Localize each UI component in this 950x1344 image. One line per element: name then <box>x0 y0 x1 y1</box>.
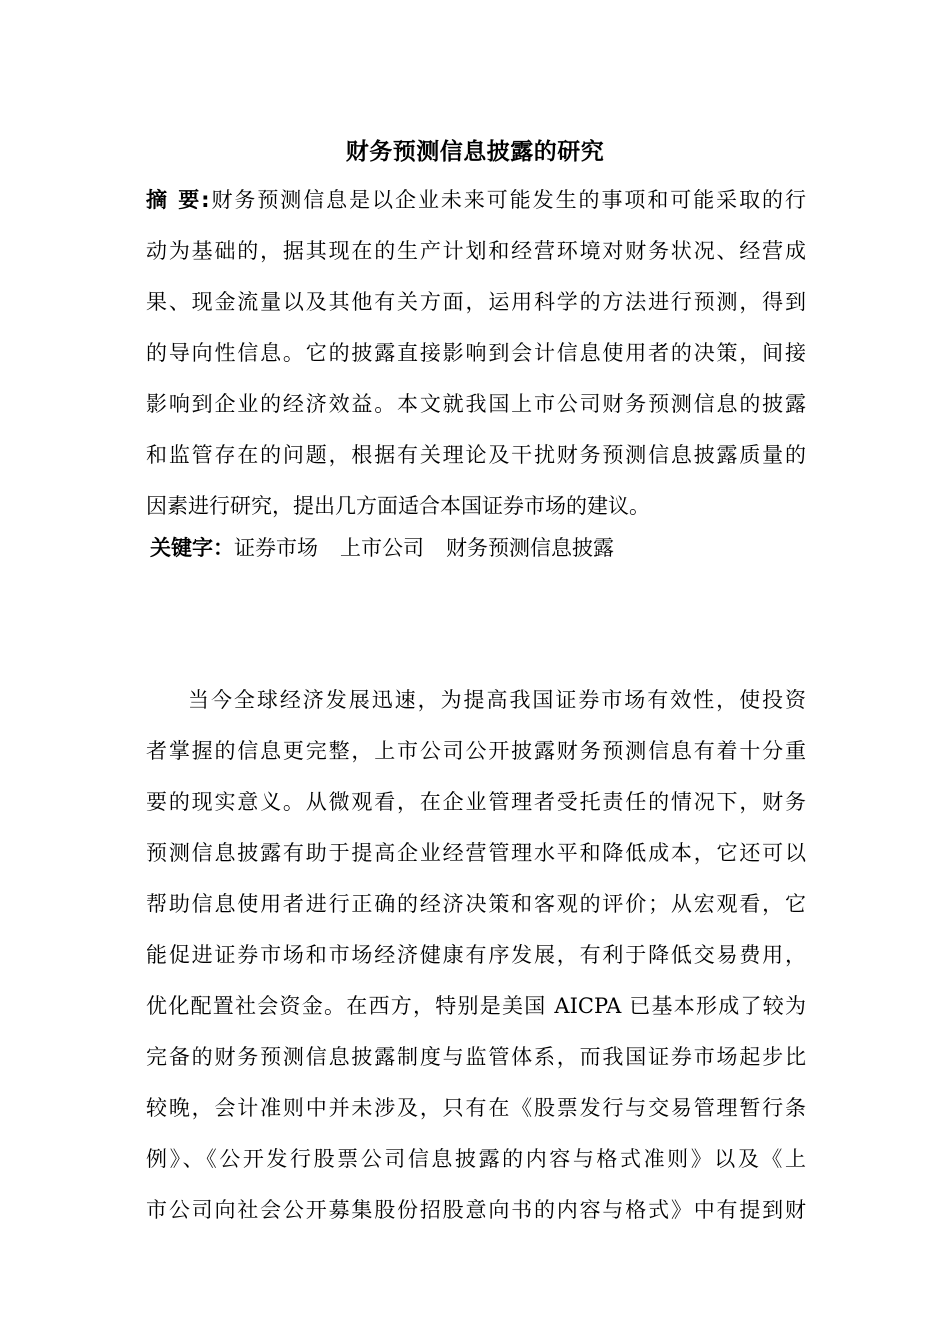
keyword: 财务预测信息披露 <box>446 536 614 560</box>
keywords-section <box>150 523 614 574</box>
keyword: 上市公司 <box>340 536 424 560</box>
abstract-line <box>146 175 806 226</box>
body-line: 要的现实意义。从微观看，在企业管理者受托责任的情况下，财务 <box>146 790 806 814</box>
abstract-label: 摘 要: <box>146 188 210 212</box>
body-line: 完备的财务预测信息披露制度与监管体系，而我国证券市场起步比 <box>146 1045 806 1069</box>
body-line: 者掌握的信息更完整，上市公司公开披露财务预测信息有着十分重 <box>146 739 806 763</box>
body-line: 当今全球经济发展迅速，为提高我国证券市场有效性，使投资 <box>188 688 806 712</box>
keyword: 证券市场 <box>234 536 318 560</box>
abstract-line-text: 财务预测信息是以企业未来可能发生的事项和可能采取的行 <box>209 188 806 212</box>
abstract-line: 影响到企业的经济效益。本文就我国上市公司财务预测信息的披露 <box>146 392 806 416</box>
body-line: 能促进证券市场和市场经济健康有序发展，有利于降低交易费用， <box>146 943 806 967</box>
keywords-label: 关键字： <box>150 536 234 560</box>
document-title: 财务预测信息披露的研究 <box>345 139 605 165</box>
abstract-line: 果、现金流量以及其他有关方面，运用科学的方法进行预测，得到 <box>146 290 806 314</box>
body-line: 优化配置社会资金。在西方，特别是美国 AICPA 已基本形成了较为 <box>146 994 806 1018</box>
body-line: 帮助信息使用者进行正确的经济决策和客观的评价；从宏观看，它 <box>146 892 806 916</box>
body-line: 较晚，会计准则中并未涉及，只有在《股票发行与交易管理暂行条 <box>146 1096 806 1120</box>
abstract-section <box>146 175 806 532</box>
abstract-line: 因素进行研究，提出几方面适合本国证券市场的建议。 <box>146 494 650 518</box>
abstract-line: 和监管存在的问题，根据有关理论及干扰财务预测信息披露质量的 <box>146 443 806 467</box>
body-paragraph <box>146 675 806 1236</box>
abstract-line: 动为基础的，据其现在的生产计划和经营环境对财务状况、经营成 <box>146 239 806 263</box>
body-line: 市公司向社会公开募集股份招股意向书的内容与格式》中有提到财 <box>146 1198 806 1222</box>
body-line: 预测信息披露有助于提高企业经营管理水平和降低成本，它还可以 <box>146 841 806 865</box>
body-line: 例》、《公开发行股票公司信息披露的内容与格式准则》以及《上 <box>146 1147 806 1171</box>
abstract-line: 的导向性信息。它的披露直接影响到会计信息使用者的决策，间接 <box>146 341 806 365</box>
